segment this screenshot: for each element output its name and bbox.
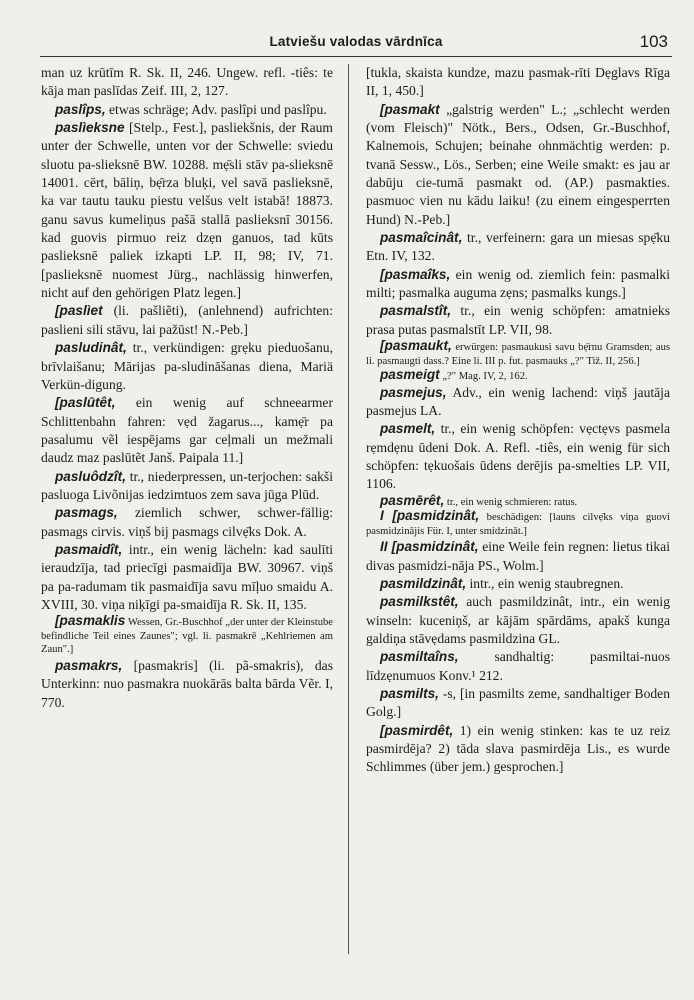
- entry-text: Wessen, Gr.-Buschhof „der unter der Kleinstube befindliche Teil eines Zaunes"; vgl. li. pasmakrē „Kehlriemen am Zaun".]: [41, 617, 333, 656]
- dictionary-entry: [366, 229, 670, 266]
- entry-headword: pasmelt,: [380, 421, 436, 437]
- dictionary-entry: [41, 541, 333, 614]
- dictionary-entry: [366, 494, 670, 510]
- dictionary-entry: [366, 509, 670, 538]
- entry-text: tr., ein wenig schöpfen: vẹctẹvs pasmela rẹmdẹnu ūdeni Dok. A. Refl. -tiês, ein wenig für sich schöpfen: tẹkuošais ūdens derējis pa-smelties LP. VII, 1106.: [366, 421, 670, 492]
- entry-headword: pasluôdzît,: [55, 468, 126, 484]
- entry-headword: pasmilts,: [380, 685, 439, 701]
- entry-headword: pasmilkstêt,: [380, 594, 459, 610]
- entry-headword: pasmaidît,: [55, 541, 123, 557]
- dictionary-entry: [366, 339, 670, 368]
- dictionary-entry: [366, 384, 670, 421]
- entry-text: etwas schräge; Adv. paslîpi und paslîpu.: [105, 101, 327, 117]
- dictionary-entry: [41, 504, 333, 541]
- dictionary-entry: [366, 101, 670, 229]
- entry-headword: paslìeksne: [55, 120, 125, 136]
- entry-headword: [pasmakt: [380, 101, 440, 117]
- entry-headword: I [pasmidzinât,: [380, 508, 480, 524]
- dictionary-entry: [366, 64, 670, 101]
- entry-text: intr., ein wenig lächeln: kad saulīti ieraudzīja, tad priecīgi pasmaidīja BW. 30967. viņš pa pa-radumam tik pasmaidīja savu mīļuo smaidu A. XVIII, 30. viņa niķīgi pa-smaidīja R. Sk. II, 135.: [41, 541, 333, 612]
- dictionary-entry: [366, 722, 670, 777]
- entry-text: beschädigen: [launs cilvẹ̄ks viņa guovi pasmidzinājis Für. I, unter smidzināt.]: [366, 512, 671, 537]
- entry-headword: pasludinât,: [55, 340, 127, 356]
- entry-headword: II [pasmidzinât,: [380, 539, 479, 555]
- page-header: [40, 30, 672, 57]
- entry-headword: pasmiltaîns,: [380, 649, 459, 665]
- entry-headword: [pasmirdêt,: [380, 722, 454, 738]
- entry-text: ein wenig od. ziemlich fein: pasmalki milti; pasmalka auguma zẹns; pasmalks kungs.]: [366, 266, 670, 301]
- right-column: [366, 64, 670, 777]
- left-column: [41, 64, 333, 712]
- entry-headword: [paslūtêt,: [55, 395, 116, 411]
- dictionary-entry: [366, 593, 670, 648]
- dictionary-entry: [41, 394, 333, 467]
- dictionary-entry: [41, 119, 333, 302]
- entry-headword: pasmaîcinât,: [380, 230, 463, 246]
- entry-text: tr., niederpressen, un-terjochen: sakši pasluoga Livõnijas iedzimtuos zem sava jūga Plūd.: [41, 468, 333, 502]
- entry-text: auch pasmildzinât, intr., ein wenig winseln: kuceniņš, ar kājām spārdāms, apakš kunga galdiņa stāvẹdams pasmildzina GL.: [366, 594, 670, 646]
- entry-headword: paslîps,: [55, 101, 106, 117]
- entry-headword: [pasmaîks,: [380, 266, 451, 282]
- dictionary-entry: [41, 339, 333, 394]
- entry-text: man uz krūtīm R. Sk. II, 246. Ungew. refl. -tiês: te kāja man paslīdas Zeif. III, 2, 127.: [41, 65, 333, 99]
- dictionary-entry: [366, 538, 670, 575]
- entry-text: [pasmakris] (li. pã-smakris), das Unterkinn: nuo pasmakra nuokārās balta bārda Vẽr. I, 770.: [41, 657, 333, 710]
- entry-text: Adv., ein wenig lachend: viņš jautāja pasmejus LA.: [366, 384, 670, 418]
- entry-headword: pasmeigt: [380, 367, 440, 383]
- entry-text: 1) ein wenig stinken: kas te uz reiz pasmirdēja? 2) tāda slava pasmirdēja Lis., es wurde Schlimmes (über jem.) gesprochen.]: [366, 722, 670, 775]
- entry-text: eine Weile fein regnen: lietus tikai divas pasmidzi-nāja PS., Wolm.]: [366, 539, 670, 573]
- entry-text: sandhaltig: pasmiltai-nuos līdzẹnumuos Konv.¹ 212.: [366, 649, 670, 683]
- entry-headword: pasmejus,: [380, 384, 447, 400]
- entry-headword: [paslìet: [55, 303, 103, 319]
- entry-headword: pasmildzinât,: [380, 575, 467, 591]
- running-title: Latviešu valodas vārdnīca: [269, 34, 443, 49]
- entry-text: (li. pašliẽti), (anlehnend) aufrichten: paslieni sili stāvu, lai pažūst! N.-Peb.]: [41, 303, 333, 337]
- entry-headword: [pasmaukt,: [380, 338, 452, 354]
- entry-text: erwürgen: pasmaukusi savu bẹ̄rnu Gramsden; aus li. pasmaugti dass.? Eine li. III p. fut. pasmauks „?" Tiž. II, 256.]: [366, 342, 670, 367]
- entry-text: [tukla, skaista kundze, mazu pasmak-rīti Dẹglavs Rīga II, 1, 450.]: [366, 65, 670, 99]
- dictionary-entry: [41, 657, 333, 712]
- entry-text: tr., ein wenig schmieren: ratus.: [444, 496, 578, 508]
- dictionary-entry: [366, 266, 670, 303]
- entry-text: ziemlich schwer, schwer-fällig: pasmags cirvis. viņš bij pasmags cilvẹ̄ks Dok. A.: [41, 505, 333, 539]
- entry-headword: pasmērêt,: [380, 492, 445, 508]
- dictionary-entry: [41, 101, 333, 119]
- dictionary-entry: [41, 64, 333, 101]
- entry-text: „galstrig werden" L.; „schlecht werden (vom Fleisch)" Nötk., Bers., Odsen, Gr.-Buschhof, Kalnemois, Schujen; beinahe ohnmächtig werden: p. tvanā Sessw., Lös., Serben; eine Weile smakt: es jau ar dabūju cie-tumā pasmakt od. (AP.) pasmakties. pasmuoc vien nu kādu laiku! (zu einem eingesperrten Hund) N.-Peb.]: [366, 101, 670, 227]
- dictionary-entry: [366, 648, 670, 685]
- dictionary-entry: [366, 575, 670, 593]
- dictionary-entry: [366, 685, 670, 722]
- column-divider: [348, 64, 349, 954]
- entry-text: tr., ein wenig schöpfen: amatnieks prasa putas pasmalstīt LP. VII, 98.: [366, 303, 670, 337]
- entry-headword: pasmalstît,: [380, 303, 452, 319]
- page-number: 103: [639, 32, 668, 51]
- dictionary-entry: [366, 420, 670, 493]
- entry-headword: [pasmaklis: [55, 613, 126, 629]
- entry-text: tr., verkündigen: grẹku pieduošanu, brīvlaišanu; Mārijas pa-sludināšanas diena, Mariä Verkün-digung.: [41, 340, 333, 392]
- entry-text: ein wenig auf schneearmer Schlittenbahn fahren: vẹd žagarus..., kamẹ̄r pa pasalumu vẽl iespējams gar ceļmali un mežmali daudz maz paslūtẽt Janš. Paipala 11.]: [41, 395, 333, 466]
- dictionary-entry: [366, 368, 670, 384]
- dictionary-entry: [41, 614, 333, 657]
- entry-text: [Stelp., Fest.], pasliekšnis, der Raum unter der Schwelle, unten vor der Schwelle: sviedu sluotu pa-slieksnē BW. 10288. mẹ̄sli stāv pa-slieksnē 14001. cērt, bāliņ, bẹ̄rza bluķi, vel savā paslieksnē, ka var tautu tauku piestu velšus velt istabā! 18873. ganu savus kumeliņus pašā stallā paslieksnī 30156. kad guovis pirmuo reiz dzẹn ganuos, tad kūts paslieksnē paliek izkapti LP. II, 98; IV, 71. [paslieksnē nuomest Jürg., nachlässig hinwerfen, nicht auf den gehörigen Platz legen.]: [41, 120, 333, 301]
- entry-text: „?" Mag. IV, 2, 162.: [439, 371, 528, 383]
- entry-text: intr., ein wenig staubregnen.: [466, 575, 624, 591]
- dictionary-entry: [41, 302, 333, 339]
- dictionary-entry: [41, 468, 333, 505]
- entry-text: tr., verfeinern: gara un miesas spẹ̄ku Etn. IV, 132.: [366, 230, 670, 264]
- dictionary-entry: [366, 302, 670, 339]
- entry-headword: pasmags,: [55, 505, 118, 521]
- entry-text: -s, [in pasmilts zeme, sandhaltiger Boden Golg.]: [366, 685, 670, 720]
- entry-headword: pasmakrs,: [55, 657, 123, 673]
